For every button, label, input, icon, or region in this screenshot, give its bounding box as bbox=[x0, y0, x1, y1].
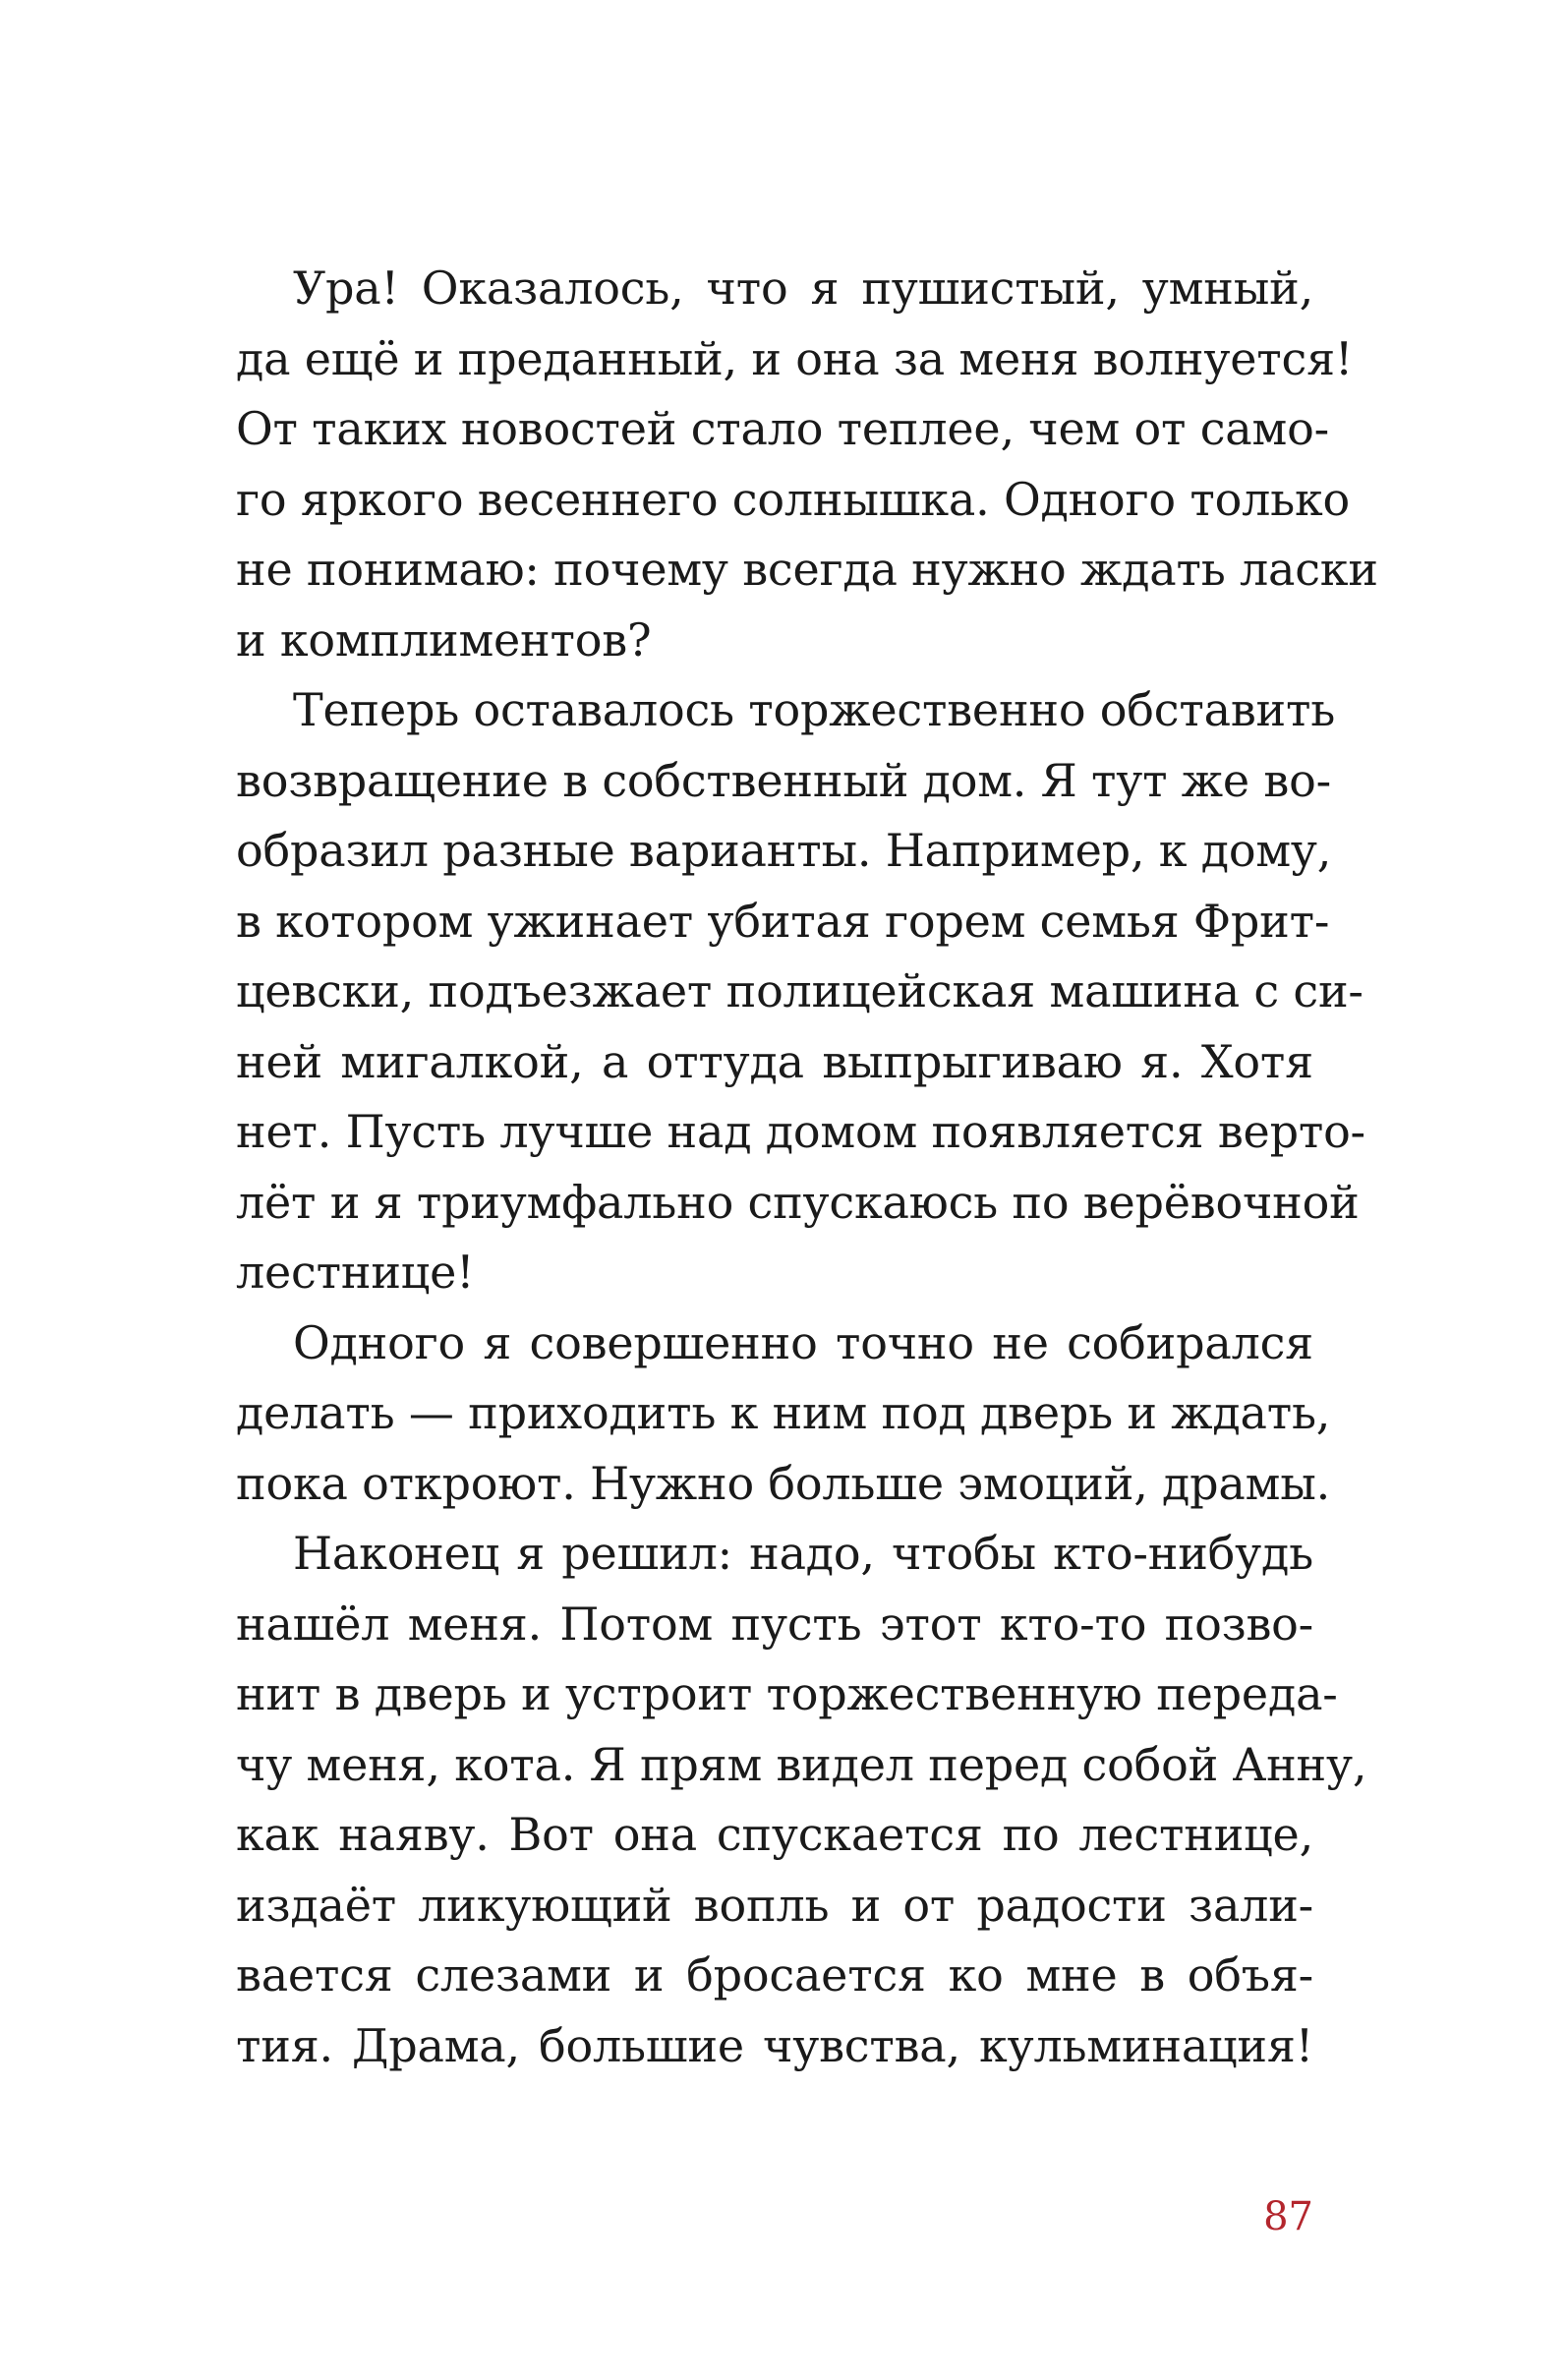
paragraph-2 bbox=[236, 675, 1365, 1308]
text-line: лестнице! bbox=[236, 1246, 475, 1299]
text-line: Ура! Оказалось, что я пушистый, умный, bbox=[293, 261, 1313, 315]
text-line: нит в дверь и устроит торжественную переда- bbox=[236, 1667, 1338, 1720]
text-line: в котором ужинает убитая горем семья Фрит- bbox=[236, 894, 1330, 948]
text-line: Одного я совершенно точно не собирался bbox=[293, 1315, 1313, 1369]
page-body-text bbox=[236, 254, 1378, 2081]
text-line: чу меня, кота. Я прям видел перед собой Анну, bbox=[236, 1737, 1367, 1791]
text-line: лёт и я триумфально спускаюсь по верёвочной bbox=[236, 1175, 1360, 1229]
text-line: делать — приходить к ним под дверь и ждать, bbox=[236, 1386, 1331, 1439]
text-line: нет. Пусть лучше над домом появляется верто- bbox=[236, 1105, 1365, 1158]
page-number: 87 bbox=[1263, 2194, 1313, 2239]
text-line: возвращение в собственный дом. Я тут же во- bbox=[236, 753, 1331, 807]
text-line: и комплиментов? bbox=[236, 612, 652, 667]
text-line: пока откроют. Нужно больше эмоций, драмы. bbox=[236, 1456, 1331, 1510]
text-line: издаёт ликующий вопль и от радости зали- bbox=[236, 1878, 1313, 1932]
text-line: ней мигалкой, а оттуда выпрыгиваю я. Хотя bbox=[236, 1034, 1313, 1088]
text-line: вается слезами и бросается ко мне в объя- bbox=[236, 1948, 1313, 2002]
paragraph-3 bbox=[236, 1308, 1331, 1520]
text-line: не понимаю: почему всегда нужно ждать ласки bbox=[236, 543, 1378, 596]
text-line: как наяву. Вот она спускается по лестнице, bbox=[236, 1808, 1313, 1861]
text-line: го яркого весеннего солнышка. Одного только bbox=[236, 472, 1350, 526]
text-line: От таких новостей стало теплее, чем от само- bbox=[236, 402, 1329, 455]
text-line: образил разные варианты. Например, к дому, bbox=[236, 824, 1332, 877]
text-line: Наконец я решил: надо, чтобы кто-нибудь bbox=[293, 1527, 1313, 1580]
text-line: нашёл меня. Потом пусть этот кто-то позво- bbox=[236, 1596, 1313, 1651]
paragraph-1 bbox=[236, 254, 1378, 675]
text-line: Теперь оставалось торжественно обставить bbox=[293, 683, 1336, 736]
text-line: да ещё и преданный, и она за меня волнуется! bbox=[236, 331, 1354, 385]
paragraph-4 bbox=[236, 1519, 1367, 2081]
text-line: тия. Драма, большие чувства, кульминация! bbox=[236, 2018, 1313, 2072]
text-line: цевски, подъезжает полицейская машина с си- bbox=[236, 964, 1364, 1017]
